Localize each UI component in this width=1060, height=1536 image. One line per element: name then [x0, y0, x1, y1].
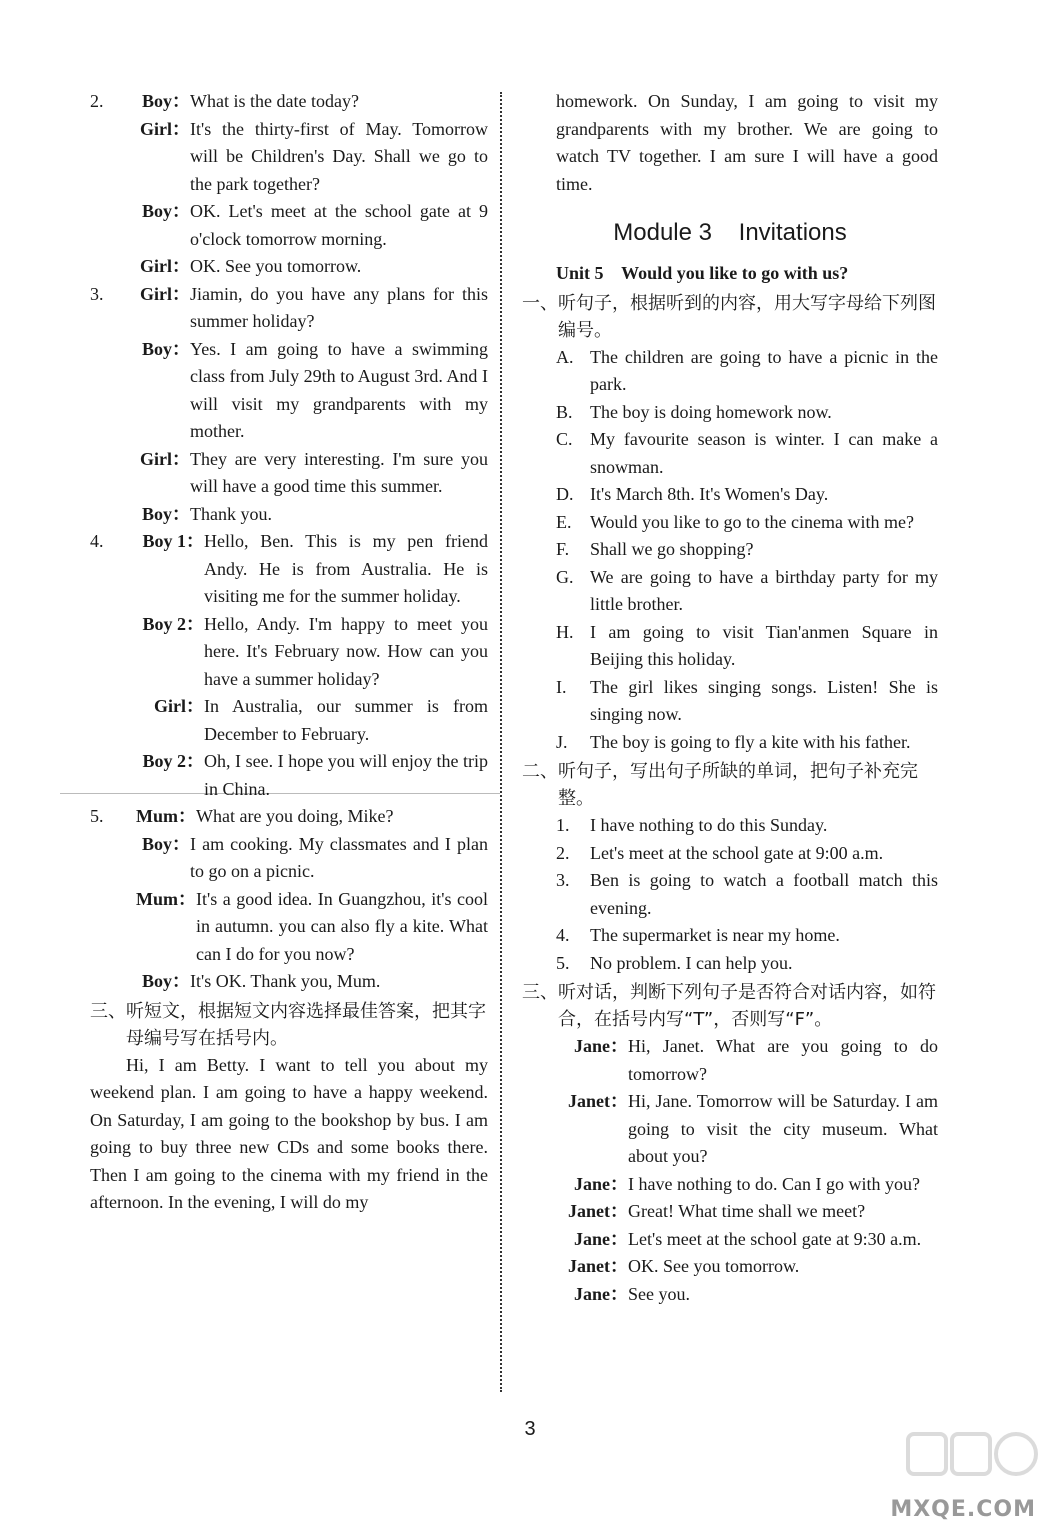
section-instruction: 听短文，根据短文内容选择最佳答案，把其字母编号写在括号内。 — [126, 1000, 486, 1049]
dialog-text: Great! What time shall we meet? — [628, 1201, 866, 1221]
item-text: The boy is going to fly a kite with his father. — [590, 731, 911, 752]
dialog-number: 5. — [90, 806, 104, 826]
item-text: The girl likes singing songs. Listen! She is singing now. — [590, 676, 938, 724]
dialog-text: OK. Let's meet at the school gate at 9 o'clock tomorrow morning. — [190, 201, 488, 249]
item-label: 5. — [556, 952, 570, 973]
speaker-label: Girl： — [140, 283, 190, 304]
dialog-text: In Australia, our summer is from December to February. — [204, 696, 488, 744]
dialog-text: It's OK. Thank you, Mum. — [190, 971, 381, 991]
dialog-text: Hello, Andy. I'm happy to meet you here. It's February now. How can you have a summer holiday? — [204, 613, 488, 689]
item-text: We are going to have a birthday party for my little brother. — [590, 566, 938, 614]
speaker-label: Boy 2： — [142, 751, 204, 771]
speaker-label: Janet： — [568, 1201, 628, 1221]
dialog-text: What are you doing, Mike? — [196, 806, 394, 826]
right-section-2-heading — [522, 758, 938, 812]
speaker-label: Boy： — [141, 338, 190, 359]
dialog-line — [90, 446, 488, 501]
section-instruction: 听句子，根据听到的内容，用大写字母给下列图编号。 — [558, 292, 936, 341]
dialog-line — [566, 1226, 938, 1254]
dialog-line — [566, 1171, 938, 1199]
speaker-label: Jane： — [574, 1173, 628, 1194]
item-text: No problem. I can help you. — [590, 952, 793, 973]
item-label: E. — [556, 511, 572, 532]
picture-item — [556, 674, 938, 729]
unit-title: Unit 5 Would you like to go with us? — [556, 263, 849, 283]
section-1-items — [556, 344, 938, 757]
item-label: A. — [556, 346, 574, 367]
left-dialogs — [90, 88, 488, 996]
item-text: The supermarket is near my home. — [590, 925, 840, 945]
item-text: The children are going to have a picnic in the park. — [590, 346, 938, 394]
speaker-label: Girl： — [140, 118, 190, 139]
dialog-line — [90, 528, 488, 611]
dialog-text: I am cooking. My classmates and I plan to go on a picnic. — [190, 833, 488, 881]
item-text: The boy is doing homework now. — [590, 401, 832, 422]
dialog-text: I have nothing to do. Can I go with you? — [628, 1173, 920, 1194]
dialog-line — [90, 88, 488, 116]
item-label: 1. — [556, 815, 570, 835]
sentence-item — [556, 812, 938, 840]
dialog-line — [90, 748, 488, 803]
section-number: 一、 — [522, 292, 558, 314]
picture-item — [556, 481, 938, 509]
sentence-item — [556, 867, 938, 922]
item-text: My favourite season is winter. I can make a snowman. — [590, 429, 938, 477]
item-label: 4. — [556, 925, 570, 945]
dialog-line — [90, 611, 488, 694]
column-divider — [500, 92, 502, 1392]
dialog-line — [90, 116, 488, 199]
item-text: Would you like to go to the cinema with me? — [590, 511, 914, 532]
dialog-text: Thank you. — [190, 503, 272, 524]
speaker-label: Mum： — [136, 806, 196, 826]
dialog-text: It's a good idea. In Guangzhou, it's cool in autumn. you can also fly a kite. What can I do for you now? — [196, 888, 488, 964]
item-text: I have nothing to do this Sunday. — [590, 815, 828, 835]
right-column — [522, 88, 938, 1308]
speaker-label: Boy： — [141, 971, 190, 991]
item-label: I. — [556, 676, 567, 697]
passage-text: Hi, I am Betty. I want to tell you about my weekend plan. I am going to have a happy weekend. On Saturday, I am going to the bookshop by bus. I am going to buy three new CDs and some books there. Then I am going to the cinema with my friend in the afternoon. In the evening, I will do my — [90, 1054, 488, 1212]
dialog-text: Oh, I see. I hope you will enjoy the trip in China. — [204, 751, 488, 799]
picture-item — [556, 536, 938, 564]
section-2-items — [556, 812, 938, 977]
item-text: Shall we go shopping? — [590, 539, 754, 559]
dialog-line — [90, 886, 488, 969]
dialog-line — [90, 693, 488, 748]
speaker-label: Jane： — [574, 1228, 628, 1249]
speaker-label: Jane： — [574, 1283, 628, 1304]
speaker-label: Girl： — [140, 256, 190, 276]
module-title: Module 3 Invitations — [613, 219, 847, 246]
section-number: 三、 — [522, 982, 558, 1003]
section-number: 二、 — [522, 761, 558, 782]
dialog-line — [90, 336, 488, 446]
dialog-line — [566, 1088, 938, 1171]
dialog-text: OK. See you tomorrow. — [628, 1256, 800, 1276]
speaker-label: Jane： — [574, 1036, 628, 1056]
picture-item — [556, 399, 938, 427]
left-column — [90, 88, 488, 1217]
item-label: F. — [556, 539, 570, 559]
dialog-text: Jiamin, do you have any plans for this summer holiday? — [190, 283, 488, 331]
item-label: B. — [556, 401, 573, 422]
section-instruction: 听句子，写出句子所缺的单词，把句子补充完整。 — [558, 761, 918, 809]
dialog-line — [90, 968, 488, 996]
speaker-label: Mum： — [136, 888, 196, 909]
item-text: Let's meet at the school gate at 9:00 a.m. — [590, 842, 884, 863]
section-3-dialog — [566, 1033, 938, 1308]
dialog-text: OK. See you tomorrow. — [190, 256, 362, 276]
picture-item — [556, 344, 938, 399]
speaker-label: Boy： — [141, 201, 190, 221]
item-text: Ben is going to watch a football match this evening. — [590, 870, 938, 918]
picture-item — [556, 564, 938, 619]
item-text: It's March 8th. It's Women's Day. — [590, 484, 829, 504]
right-section-3-heading — [522, 979, 938, 1033]
dialog-text: What is the date today? — [190, 91, 359, 111]
dialog-line — [566, 1253, 938, 1281]
dialog-number: 2. — [90, 91, 104, 111]
dialog-text: Hi, Janet. What are you going to do tomorrow? — [628, 1036, 938, 1084]
dialog-text: They are very interesting. I'm sure you will have a good time this summer. — [190, 448, 488, 496]
picture-item — [556, 619, 938, 674]
dialog-text: Let's meet at the school gate at 9:30 a.m. — [628, 1228, 922, 1249]
item-label: D. — [556, 484, 574, 504]
item-label: 3. — [556, 870, 570, 890]
dialog-number: 4. — [90, 531, 104, 551]
sentence-item — [556, 950, 938, 978]
picture-item — [556, 509, 938, 537]
item-label: H. — [556, 621, 574, 642]
dialog-line — [90, 198, 488, 253]
item-label: 2. — [556, 842, 570, 863]
dialog-line — [90, 281, 488, 336]
left-section-3-heading — [90, 998, 488, 1052]
page-number: 3 — [524, 1418, 536, 1440]
speaker-label: Boy： — [141, 91, 190, 111]
picture-item — [556, 426, 938, 481]
speaker-label: Girl： — [154, 696, 204, 716]
right-section-1-heading — [522, 290, 938, 344]
dialog-line — [566, 1033, 938, 1088]
sentence-item — [556, 922, 938, 950]
section-instruction: 听对话，判断下列句子是否符合对话内容，如符合，在括号内写“T”，否则写“F”。 — [558, 982, 936, 1030]
item-label: G. — [556, 566, 574, 587]
speaker-label: Janet： — [568, 1256, 628, 1276]
dialog-line — [90, 253, 488, 281]
dialog-line — [90, 501, 488, 529]
speaker-label: Boy 1： — [142, 531, 204, 551]
sentence-item — [556, 840, 938, 868]
item-text: I am going to visit Tian'anmen Square in Beijing this holiday. — [590, 621, 938, 669]
dialog-text: Yes. I am going to have a swimming class from July 29th to August 3rd. And I will visit my grandparents with my mother. — [190, 338, 488, 441]
speaker-label: Boy： — [141, 503, 190, 524]
speaker-label: Janet： — [568, 1091, 628, 1111]
dialog-text: Hello, Ben. This is my pen friend Andy. He is from Australia. He is visiting me for the summer holiday. — [204, 531, 488, 606]
picture-item — [556, 729, 938, 757]
speaker-label: Boy： — [141, 833, 190, 854]
dialog-line — [566, 1198, 938, 1226]
speaker-label: Girl： — [140, 448, 190, 469]
item-label: J. — [556, 731, 568, 752]
dialog-line — [566, 1281, 938, 1309]
dialog-line — [90, 831, 488, 886]
dialog-text: Hi, Jane. Tomorrow will be Saturday. I am going to visit the city museum. What about you? — [628, 1091, 938, 1166]
dialog-text: It's the thirty-first of May. Tomorrow will be Children's Day. Shall we go to the park together? — [190, 118, 488, 194]
item-label: C. — [556, 429, 573, 449]
passage-continuation: homework. On Sunday, I am going to visit my grandparents with my brother. We are going to watch TV together. I am sure I will have a good time. — [556, 91, 938, 194]
watermark-text: MXQE.COM — [890, 1497, 1036, 1522]
speaker-label: Boy 2： — [142, 613, 204, 634]
dialog-text: See you. — [628, 1283, 690, 1304]
dialog-line — [90, 803, 488, 831]
section-number: 三、 — [90, 1000, 126, 1022]
dialog-number: 3. — [90, 283, 104, 304]
